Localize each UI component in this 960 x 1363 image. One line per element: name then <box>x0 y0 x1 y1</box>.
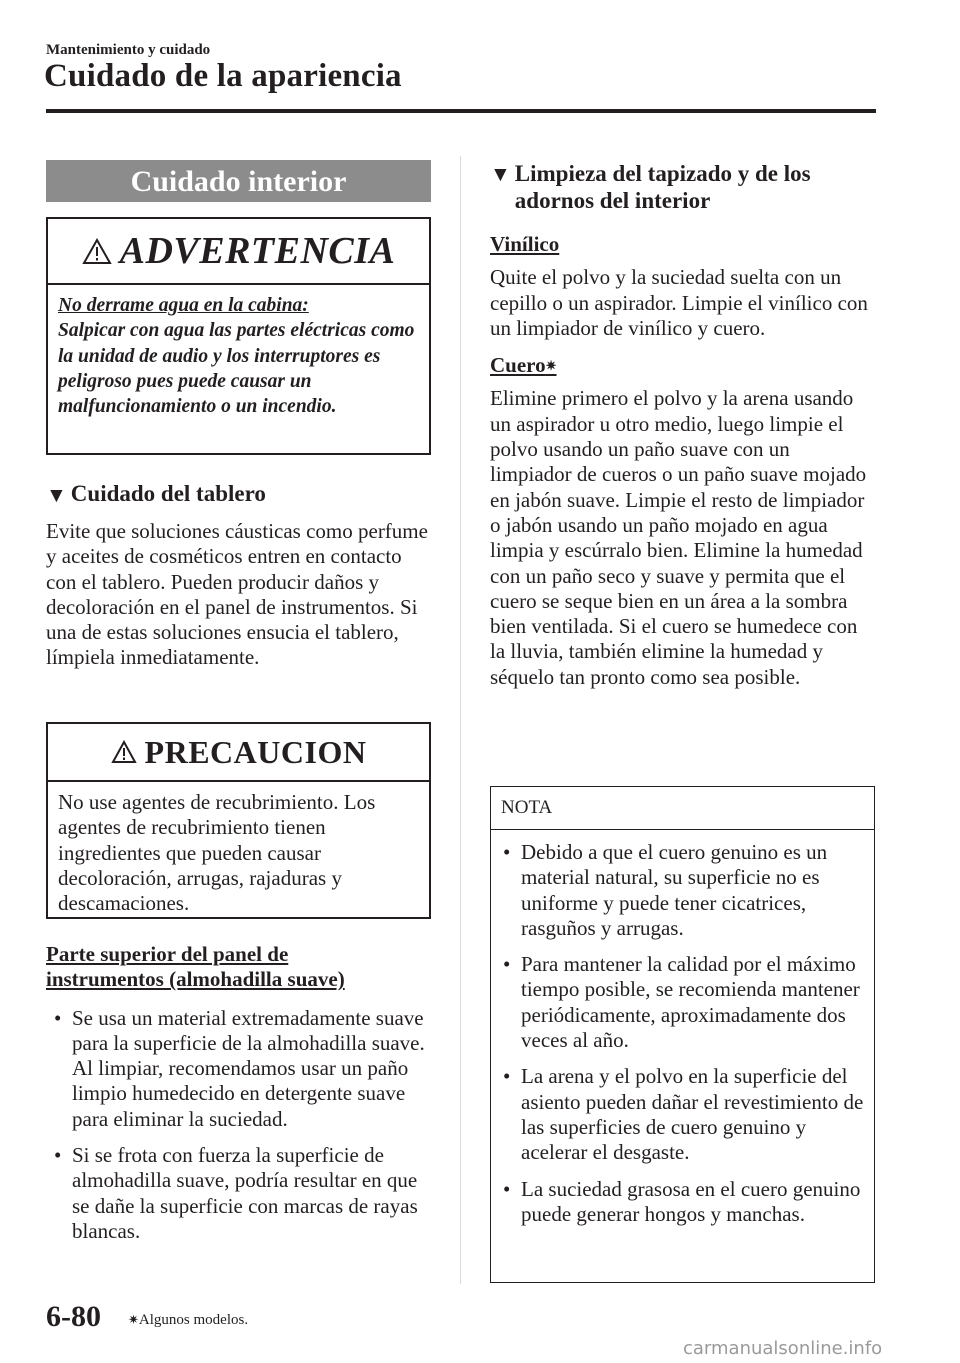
tablero-text: Evite que soluciones cáusticas como perfume y aceites de cosméticos entren en contacto con el tablero. Pueden producir daños y decoloración en el panel de instrumentos. Si una de estas soluciones ensucia el tablero, límpiela inmediatamente. <box>46 519 428 670</box>
title-rule <box>46 109 876 113</box>
panel-section <box>46 942 431 1255</box>
footnote: ✷Algunos modelos. <box>128 1312 249 1328</box>
tapizado-heading <box>490 160 875 214</box>
warning-triangle-icon <box>82 238 112 265</box>
note-body <box>491 830 874 1227</box>
warning-lead: No derrame agua en la cabina: <box>58 295 309 316</box>
cuero-label: Cuero✷ <box>490 353 557 378</box>
column-divider <box>460 156 461 1284</box>
section-marker-icon: ▼ <box>46 483 67 507</box>
bullet-icon: • <box>503 1064 511 1089</box>
caution-text: No use agentes de recubrimiento. Los agentes de recubrimiento tienen ingredientes que pueden causar decoloración, arrugas, rajaduras y descamaciones. <box>58 790 376 916</box>
list-item: • Para mantener la calidad por el máximo tiempo posible, se recomienda mantener periódicamente, aproximadamente dos veces al año. <box>503 952 860 1053</box>
caution-box <box>46 722 431 919</box>
note-title: NOTA <box>491 787 874 830</box>
section-label: Mantenimiento y cuidado <box>46 42 211 58</box>
warning-title: ADVERTENCIA <box>119 230 396 272</box>
page-number: 6-80 <box>46 1300 101 1333</box>
section-banner: Cuidado interior <box>46 160 431 202</box>
warning-triangle-icon <box>111 740 137 764</box>
vinilico-label: Vinílico <box>490 232 560 256</box>
bullet-icon: • <box>503 1176 511 1201</box>
panel-bullet-list <box>46 1006 431 1245</box>
bullet-icon: • <box>503 952 511 977</box>
list-item: • Se usa un material extremadamente suave para la superficie de la almohadilla suave. Al limpiar, recomendamos usar un paño limpio humedecido en detergente suave para eliminar la suciedad. <box>54 1005 425 1131</box>
panel-subheading: Parte superior del panel de instrumentos (almohadilla suave) <box>46 942 345 992</box>
tapizado-heading-text: Limpieza del tapizado y de los adornos del interior <box>514 161 811 213</box>
vinilico-text: Quite el polvo y la suciedad suelta con un cepillo o un aspirador. Limpie el vinílico con un limpiador de vinílico y cuero. <box>490 265 868 340</box>
star-icon: ✷ <box>128 1312 139 1327</box>
bullet-icon: • <box>54 1143 62 1168</box>
note-box <box>490 786 875 1283</box>
list-item: • Debido a que el cuero genuino es un material natural, su superficie no es uniforme y puede tener cicatrices, rasguños y arrugas. <box>503 840 828 940</box>
list-item: • Si se frota con fuerza la superficie de almohadilla suave, podría resultar en que se dañe la superficie con marcas de rayas blancas. <box>54 1143 418 1243</box>
warning-box <box>46 217 431 455</box>
note-bullet-list <box>495 840 864 1227</box>
warning-header <box>48 219 429 285</box>
tablero-heading-text: Cuidado del tablero <box>70 481 266 506</box>
warning-text: Salpicar con agua las partes eléctricas como la unidad de audio y los interruptores es peligroso pues puede causar un malfuncionamiento o un incendio. <box>58 320 415 418</box>
bullet-icon: • <box>54 1005 62 1030</box>
watermark: carmanualsonline.info <box>683 1338 883 1359</box>
tablero-section <box>46 481 431 671</box>
tablero-heading <box>46 481 431 509</box>
section-marker-icon: ▼ <box>490 162 511 186</box>
list-item: • La suciedad grasosa en el cuero genuino puede generar hongos y manchas. <box>503 1176 861 1226</box>
cuero-text: Elimine primero el polvo y la arena usando un aspirador u otro medio, luego limpie el polvo usando un paño suave con un limpiador de cueros o un paño suave mojado en jabón suave. Limpie el resto de limpiador o jabón usando un paño mojado en agua limpia y escúrralo bien. Elimine la humedad con un paño seco y suave y permita que el cuero se seque bien en un área a la sombra bien ventilada. Si el cuero se humedece con la lluvia, también elimine la humedad y séquelo tan pronto como sea posible. <box>490 386 867 689</box>
caution-title: PRECAUCION <box>144 733 367 770</box>
star-icon: ✷ <box>545 358 557 374</box>
warning-body <box>48 285 429 427</box>
bullet-icon: • <box>503 840 511 864</box>
tapizado-section <box>490 160 875 690</box>
page-title: Cuidado de la apariencia <box>44 58 402 94</box>
list-item: • La arena y el polvo en la superficie del asiento pueden dañar el revestimiento de las superficies de cuero genuino y acelerar el desgaste. <box>503 1064 864 1165</box>
caution-header <box>48 724 429 782</box>
